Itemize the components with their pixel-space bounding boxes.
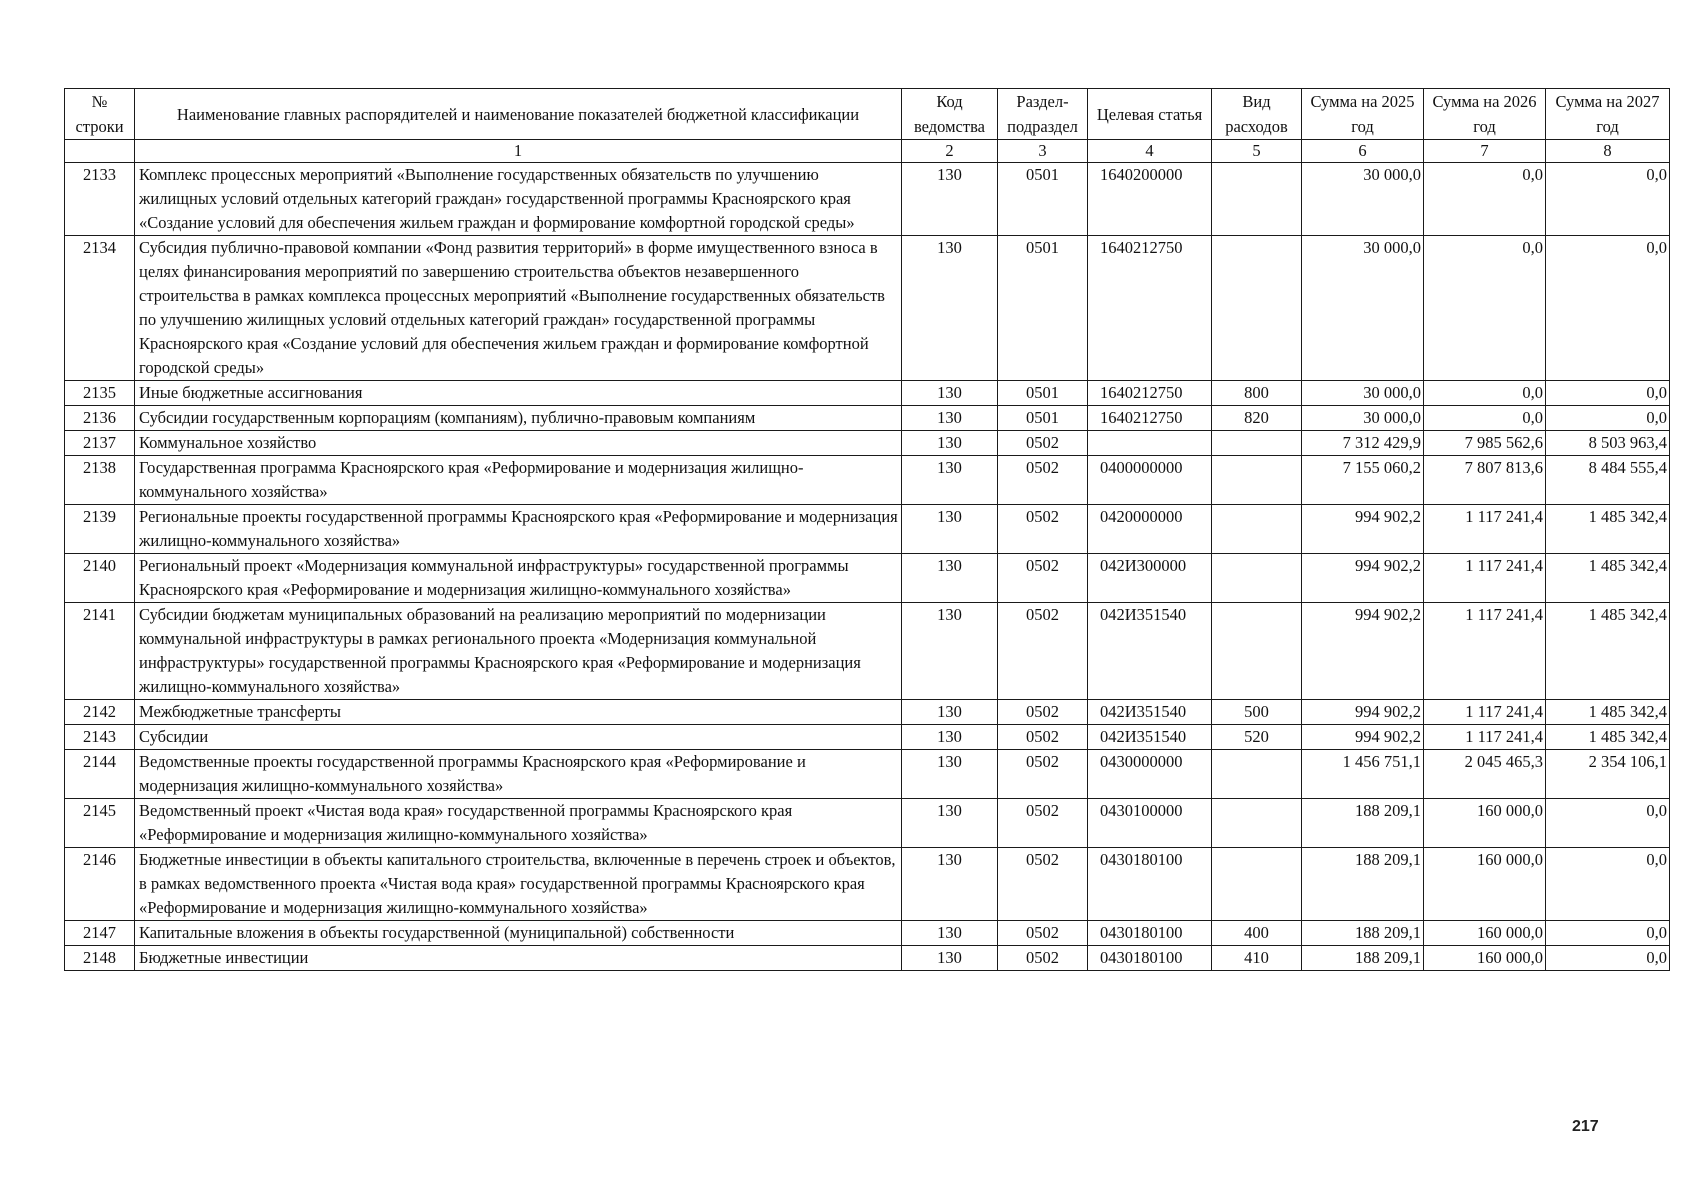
table-row — [65, 456, 1670, 505]
row-section: 0502 — [998, 946, 1088, 971]
row-target: 1640200000 — [1088, 163, 1212, 236]
row-type — [1212, 163, 1302, 236]
row-sum-2026: 160 000,0 — [1424, 946, 1546, 971]
row-code: 130 — [902, 236, 998, 381]
table-row — [65, 163, 1670, 236]
row-type — [1212, 236, 1302, 381]
header-code: Код ведомства — [902, 89, 998, 140]
column-number: 2 — [902, 140, 998, 163]
table-row — [65, 700, 1670, 725]
row-section: 0502 — [998, 431, 1088, 456]
row-sum-2027: 8 484 555,4 — [1546, 456, 1670, 505]
table-row — [65, 236, 1670, 381]
row-number: 2135 — [65, 381, 135, 406]
row-target: 0430000000 — [1088, 750, 1212, 799]
row-sum-2027: 0,0 — [1546, 163, 1670, 236]
column-number-row — [65, 140, 1670, 163]
row-sum-2025: 994 902,2 — [1302, 700, 1424, 725]
row-name: Субсидии государственным корпорациям (компаниям), публично-правовым компаниям — [135, 406, 902, 431]
row-section: 0502 — [998, 554, 1088, 603]
row-target: 042И300000 — [1088, 554, 1212, 603]
row-number: 2134 — [65, 236, 135, 381]
row-number: 2148 — [65, 946, 135, 971]
row-target: 0430180100 — [1088, 848, 1212, 921]
table-row — [65, 603, 1670, 700]
table-row — [65, 946, 1670, 971]
row-sum-2027: 1 485 342,4 — [1546, 700, 1670, 725]
row-type — [1212, 554, 1302, 603]
row-sum-2025: 1 456 751,1 — [1302, 750, 1424, 799]
table-row — [65, 725, 1670, 750]
row-sum-2025: 994 902,2 — [1302, 603, 1424, 700]
row-sum-2027: 0,0 — [1546, 236, 1670, 381]
table-row — [65, 406, 1670, 431]
row-target: 0430180100 — [1088, 921, 1212, 946]
row-name: Иные бюджетные ассигнования — [135, 381, 902, 406]
row-section: 0501 — [998, 406, 1088, 431]
header-sum-2027: Сумма на 2027 год — [1546, 89, 1670, 140]
column-number: 8 — [1546, 140, 1670, 163]
column-number: 5 — [1212, 140, 1302, 163]
row-name: Субсидии — [135, 725, 902, 750]
row-section: 0502 — [998, 725, 1088, 750]
row-number: 2138 — [65, 456, 135, 505]
row-sum-2026: 1 117 241,4 — [1424, 700, 1546, 725]
row-section: 0502 — [998, 456, 1088, 505]
table-row — [65, 750, 1670, 799]
row-target: 0400000000 — [1088, 456, 1212, 505]
row-sum-2026: 160 000,0 — [1424, 799, 1546, 848]
row-section: 0502 — [998, 921, 1088, 946]
row-target: 0420000000 — [1088, 505, 1212, 554]
row-sum-2026: 1 117 241,4 — [1424, 725, 1546, 750]
row-sum-2027: 0,0 — [1546, 799, 1670, 848]
row-number: 2146 — [65, 848, 135, 921]
row-type — [1212, 505, 1302, 554]
header-type: Вид расходов — [1212, 89, 1302, 140]
row-sum-2027: 0,0 — [1546, 381, 1670, 406]
row-number: 2143 — [65, 725, 135, 750]
row-sum-2026: 160 000,0 — [1424, 848, 1546, 921]
row-number: 2140 — [65, 554, 135, 603]
row-sum-2027: 1 485 342,4 — [1546, 505, 1670, 554]
table-row — [65, 381, 1670, 406]
row-sum-2027: 0,0 — [1546, 946, 1670, 971]
row-sum-2026: 0,0 — [1424, 236, 1546, 381]
row-section: 0502 — [998, 505, 1088, 554]
row-target: 042И351540 — [1088, 700, 1212, 725]
row-name: Бюджетные инвестиции в объекты капитального строительства, включенные в перечень строек и объектов, в рамках ведомственного проекта «Чистая вода края» государственной программы Красноярского края «Реформирование и модернизация жилищно-коммунального хозяйства» — [135, 848, 902, 921]
row-name: Комплекс процессных мероприятий «Выполнение государственных обязательств по улучшению жилищных условий отдельных категорий граждан» государственной программы Красноярского края «Создание условий для обеспечения жильем граждан и формирование комфортной городской среды» — [135, 163, 902, 236]
row-section: 0502 — [998, 700, 1088, 725]
column-number: 3 — [998, 140, 1088, 163]
header-sum-2026: Сумма на 2026 год — [1424, 89, 1546, 140]
row-code: 130 — [902, 456, 998, 505]
row-code: 130 — [902, 406, 998, 431]
row-section: 0502 — [998, 603, 1088, 700]
row-type: 800 — [1212, 381, 1302, 406]
row-code: 130 — [902, 946, 998, 971]
row-type: 410 — [1212, 946, 1302, 971]
row-type: 820 — [1212, 406, 1302, 431]
row-target: 042И351540 — [1088, 603, 1212, 700]
row-code: 130 — [902, 603, 998, 700]
row-name: Капитальные вложения в объекты государственной (муниципальной) собственности — [135, 921, 902, 946]
row-sum-2026: 160 000,0 — [1424, 921, 1546, 946]
row-sum-2025: 30 000,0 — [1302, 163, 1424, 236]
table-row — [65, 799, 1670, 848]
table-row — [65, 921, 1670, 946]
row-code: 130 — [902, 381, 998, 406]
row-number: 2142 — [65, 700, 135, 725]
row-type: 400 — [1212, 921, 1302, 946]
column-number: 7 — [1424, 140, 1546, 163]
header-sum-2025: Сумма на 2025 год — [1302, 89, 1424, 140]
row-name: Региональный проект «Модернизация коммунальной инфраструктуры» государственной программы Красноярского края «Реформирование и модернизация жилищно-коммунального хозяйства» — [135, 554, 902, 603]
row-sum-2025: 994 902,2 — [1302, 505, 1424, 554]
header-target: Целевая статья — [1088, 89, 1212, 140]
row-sum-2027: 8 503 963,4 — [1546, 431, 1670, 456]
header-row — [65, 89, 1670, 140]
row-name: Субсидии бюджетам муниципальных образований на реализацию мероприятий по модернизации коммунальной инфраструктуры в рамках регионального проекта «Модернизация коммунальной инфраструктуры» государственной программы Красноярского края «Реформирование и модернизация жилищно-коммунального хозяйства» — [135, 603, 902, 700]
row-section: 0501 — [998, 236, 1088, 381]
row-name: Межбюджетные трансферты — [135, 700, 902, 725]
row-sum-2027: 2 354 106,1 — [1546, 750, 1670, 799]
row-name: Государственная программа Красноярского края «Реформирование и модернизация жилищно-коммунального хозяйства» — [135, 456, 902, 505]
page-number: 217 — [1572, 1118, 1599, 1135]
row-number: 2141 — [65, 603, 135, 700]
column-number-blank — [65, 140, 135, 163]
row-target: 042И351540 — [1088, 725, 1212, 750]
row-code: 130 — [902, 163, 998, 236]
row-sum-2026: 0,0 — [1424, 163, 1546, 236]
column-number: 6 — [1302, 140, 1424, 163]
row-name: Бюджетные инвестиции — [135, 946, 902, 971]
row-code: 130 — [902, 750, 998, 799]
column-number: 4 — [1088, 140, 1212, 163]
row-target — [1088, 431, 1212, 456]
row-sum-2026: 0,0 — [1424, 381, 1546, 406]
row-number: 2137 — [65, 431, 135, 456]
row-target: 0430100000 — [1088, 799, 1212, 848]
row-type — [1212, 848, 1302, 921]
header-section: Раздел-подраздел — [998, 89, 1088, 140]
row-target: 1640212750 — [1088, 236, 1212, 381]
row-sum-2025: 188 209,1 — [1302, 799, 1424, 848]
row-number: 2133 — [65, 163, 135, 236]
row-section: 0502 — [998, 750, 1088, 799]
row-sum-2027: 0,0 — [1546, 406, 1670, 431]
row-type — [1212, 603, 1302, 700]
row-sum-2027: 1 485 342,4 — [1546, 725, 1670, 750]
row-type — [1212, 750, 1302, 799]
row-sum-2025: 188 209,1 — [1302, 946, 1424, 971]
row-type — [1212, 431, 1302, 456]
row-type — [1212, 456, 1302, 505]
row-code: 130 — [902, 700, 998, 725]
row-sum-2027: 1 485 342,4 — [1546, 603, 1670, 700]
budget-table — [64, 88, 1670, 971]
table-row — [65, 554, 1670, 603]
row-type: 500 — [1212, 700, 1302, 725]
row-number: 2147 — [65, 921, 135, 946]
row-code: 130 — [902, 554, 998, 603]
row-number: 2144 — [65, 750, 135, 799]
row-type — [1212, 799, 1302, 848]
row-section: 0502 — [998, 848, 1088, 921]
row-code: 130 — [902, 505, 998, 554]
row-name: Региональные проекты государственной программы Красноярского края «Реформирование и модернизация жилищно-коммунального хозяйства» — [135, 505, 902, 554]
table-row — [65, 848, 1670, 921]
row-sum-2025: 188 209,1 — [1302, 921, 1424, 946]
row-sum-2025: 30 000,0 — [1302, 236, 1424, 381]
row-sum-2026: 1 117 241,4 — [1424, 554, 1546, 603]
table-row — [65, 431, 1670, 456]
row-code: 130 — [902, 431, 998, 456]
row-target: 0430180100 — [1088, 946, 1212, 971]
row-code: 130 — [902, 725, 998, 750]
row-code: 130 — [902, 921, 998, 946]
header-name: Наименование главных распорядителей и наименование показателей бюджетной классификации — [135, 89, 902, 140]
row-sum-2025: 994 902,2 — [1302, 554, 1424, 603]
row-sum-2027: 1 485 342,4 — [1546, 554, 1670, 603]
column-number: 1 — [135, 140, 902, 163]
row-sum-2026: 7 985 562,6 — [1424, 431, 1546, 456]
row-code: 130 — [902, 799, 998, 848]
table-row — [65, 505, 1670, 554]
row-section: 0502 — [998, 799, 1088, 848]
row-sum-2027: 0,0 — [1546, 921, 1670, 946]
row-sum-2025: 7 312 429,9 — [1302, 431, 1424, 456]
row-sum-2025: 188 209,1 — [1302, 848, 1424, 921]
row-target: 1640212750 — [1088, 381, 1212, 406]
row-section: 0501 — [998, 381, 1088, 406]
row-sum-2026: 2 045 465,3 — [1424, 750, 1546, 799]
row-section: 0501 — [998, 163, 1088, 236]
row-sum-2026: 0,0 — [1424, 406, 1546, 431]
row-sum-2025: 30 000,0 — [1302, 381, 1424, 406]
row-name: Ведомственный проект «Чистая вода края» государственной программы Красноярского края «Реформирование и модернизация жилищно-коммунального хозяйства» — [135, 799, 902, 848]
header-num: № строки — [65, 89, 135, 140]
row-name: Ведомственные проекты государственной программы Красноярского края «Реформирование и модернизация жилищно-коммунального хозяйства» — [135, 750, 902, 799]
row-number: 2139 — [65, 505, 135, 554]
row-code: 130 — [902, 848, 998, 921]
row-sum-2025: 30 000,0 — [1302, 406, 1424, 431]
row-type: 520 — [1212, 725, 1302, 750]
row-number: 2136 — [65, 406, 135, 431]
row-target: 1640212750 — [1088, 406, 1212, 431]
row-sum-2027: 0,0 — [1546, 848, 1670, 921]
row-sum-2026: 7 807 813,6 — [1424, 456, 1546, 505]
row-name: Субсидия публично-правовой компании «Фонд развития территорий» в форме имущественного взноса в целях финансирования мероприятий по завершению строительства объектов незавершенного строительства в рамках комплекса процессных мероприятий «Выполнение государственных обязательств по улучшению жилищных условий отдельных категорий граждан» государственной программы Красноярского края «Создание условий для обеспечения жильем граждан и формирование комфортной городской среды» — [135, 236, 902, 381]
row-sum-2025: 994 902,2 — [1302, 725, 1424, 750]
row-sum-2026: 1 117 241,4 — [1424, 505, 1546, 554]
row-sum-2026: 1 117 241,4 — [1424, 603, 1546, 700]
table-body — [65, 163, 1670, 971]
row-number: 2145 — [65, 799, 135, 848]
row-name: Коммунальное хозяйство — [135, 431, 902, 456]
row-sum-2025: 7 155 060,2 — [1302, 456, 1424, 505]
